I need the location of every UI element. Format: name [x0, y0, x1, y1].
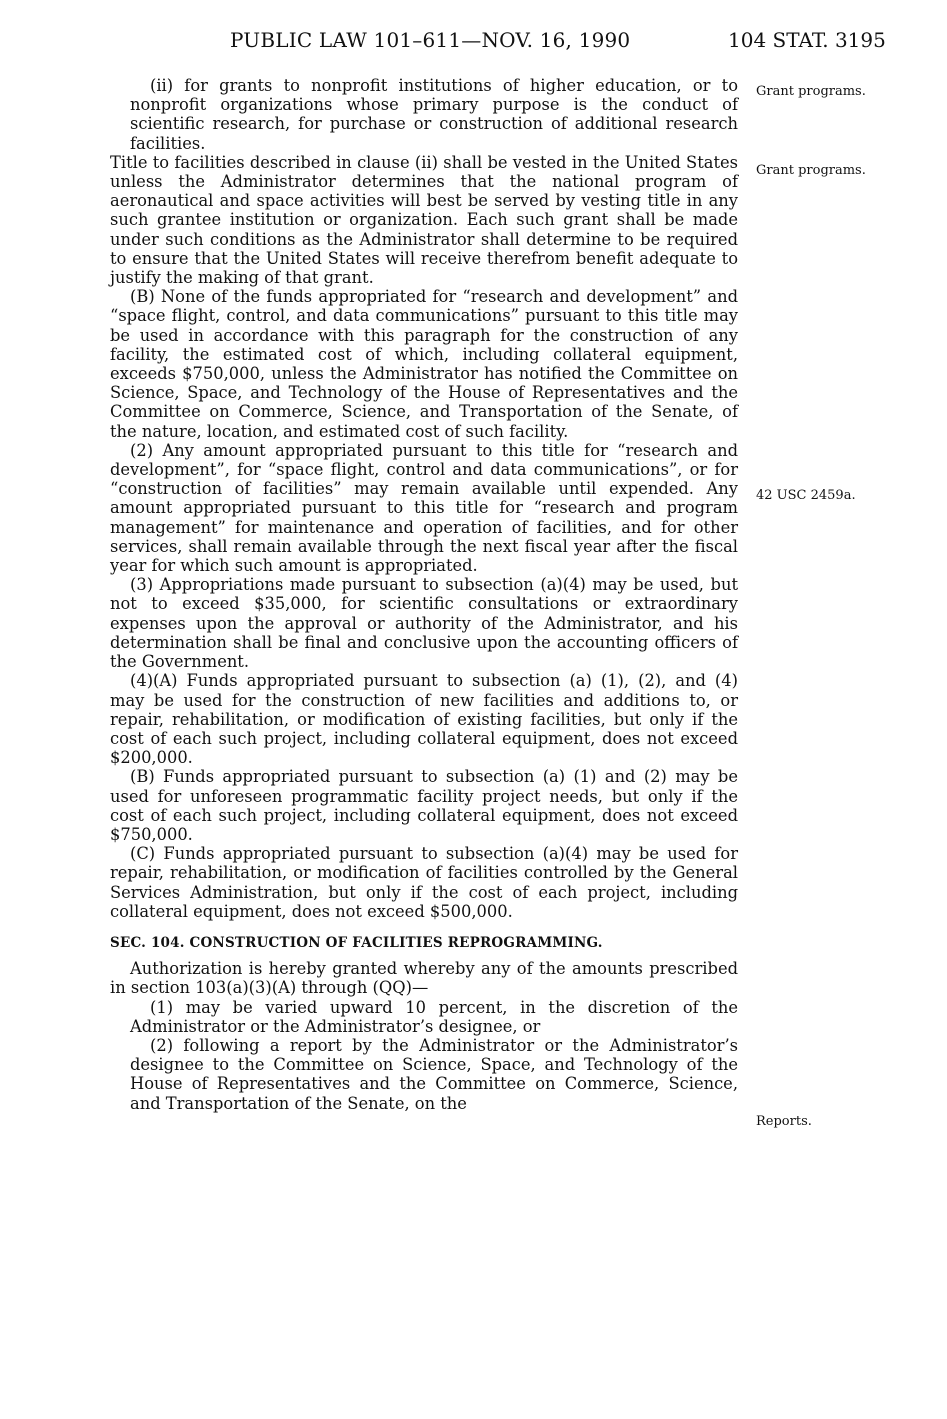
body-text: [110, 76, 738, 1113]
paragraph-2: (2) Any amount appropriated pursuant to this title for “research and development”, for “space flight, control and data communications”, or for “construction of facilities” may remain available until expended. Any amount appropriated pursuant to this title for “research and program management” for maintenance and operation of facilities, and for other services, shall remain available through the next fiscal year after the fiscal year for which such amount is appropriated.: [110, 440, 738, 576]
margin-note-grant-programs: Grant programs.: [756, 163, 866, 178]
clause-ii: (ii) for grants to nonprofit institutions of higher education, or to nonprofit organizations whose primary purpose is the conduct of scientific research, for purchase or construction of additional research facilities.: [130, 76, 738, 153]
item-2: (2) following a report by the Administrator or the Administrator’s designee to the Committee on Science, Space, and Technology of the House of Representatives and the Committee on Commerce, Science, and Transportation of the Senate, on the: [130, 1035, 738, 1113]
paragraph-3: (3) Appropriations made pursuant to subsection (a)(4) may be used, but not to exceed $35,000, for scientific consultations or extraordinary expenses upon the approval or authority of the Administrator, and his determination shall be final and conclusive upon the accounting officers of the Government.: [110, 575, 738, 672]
authorization-paragraph: Authorization is hereby granted whereby any of the amounts prescribed in section 103(a)(3)(A) through (QQ)—: [110, 959, 738, 998]
margin-note-reports: Reports.: [756, 1114, 812, 1129]
margin-note-usc-citation: 42 USC 2459a.: [756, 488, 856, 503]
item-1: (1) may be varied upward 10 percent, in the discretion of the Administrator or the Administrator’s designee, or: [130, 997, 738, 1036]
section-heading: SEC. 104. CONSTRUCTION OF FACILITIES REPROGRAMMING.: [110, 934, 603, 951]
running-header: PUBLIC LAW 101–611—NOV. 16, 1990: [230, 28, 631, 52]
paragraph-4b: (B) Funds appropriated pursuant to subsection (a) (1) and (2) may be used for unforeseen programmatic facility project needs, but only if the cost of each such project, including collateral equipment, does not exceed $750,000.: [110, 767, 738, 844]
paragraph-4c: (C) Funds appropriated pursuant to subsection (a)(4) may be used for repair, rehabilitation, or modification of facilities controlled by the General Services Administration, but only if the cost of each project, including collateral equipment, does not exceed $500,000.: [110, 844, 738, 921]
margin-note-grant-programs: Grant programs.: [756, 84, 866, 99]
title-vesting-paragraph: Title to facilities described in clause (ii) shall be vested in the United States unless the Administrator determines that the national program of aeronautical and space activities will best be served by vesting title in any such grantee institution or organization. Each such grant shall be made under such conditions as the Administrator shall determine to be required to ensure that the United States will receive therefrom benefit adequate to justify the making of that grant.: [110, 152, 738, 288]
paragraph-4a: (4)(A) Funds appropriated pursuant to subsection (a) (1), (2), and (4) may be used for the construction of new facilities and additions to, or repair, rehabilitation, or modification of existing facilities, but only if the cost of each such project, including collateral equipment, does not exceed $200,000.: [110, 671, 738, 768]
paragraph-b: (B) None of the funds appropriated for “research and development” and “space flight, control, and data communications” pursuant to this title may be used in accordance with this paragraph for the construction of any facility, the estimated cost of which, including collateral equipment, exceeds $750,000, unless the Administrator has notified the Committee on Science, Space, and Technology of the House of Representatives and the Committee on Commerce, Science, and Transportation of the Senate, of the nature, location, and estimated cost of such facility.: [110, 287, 738, 441]
page-number: 104 STAT. 3195: [728, 28, 886, 52]
